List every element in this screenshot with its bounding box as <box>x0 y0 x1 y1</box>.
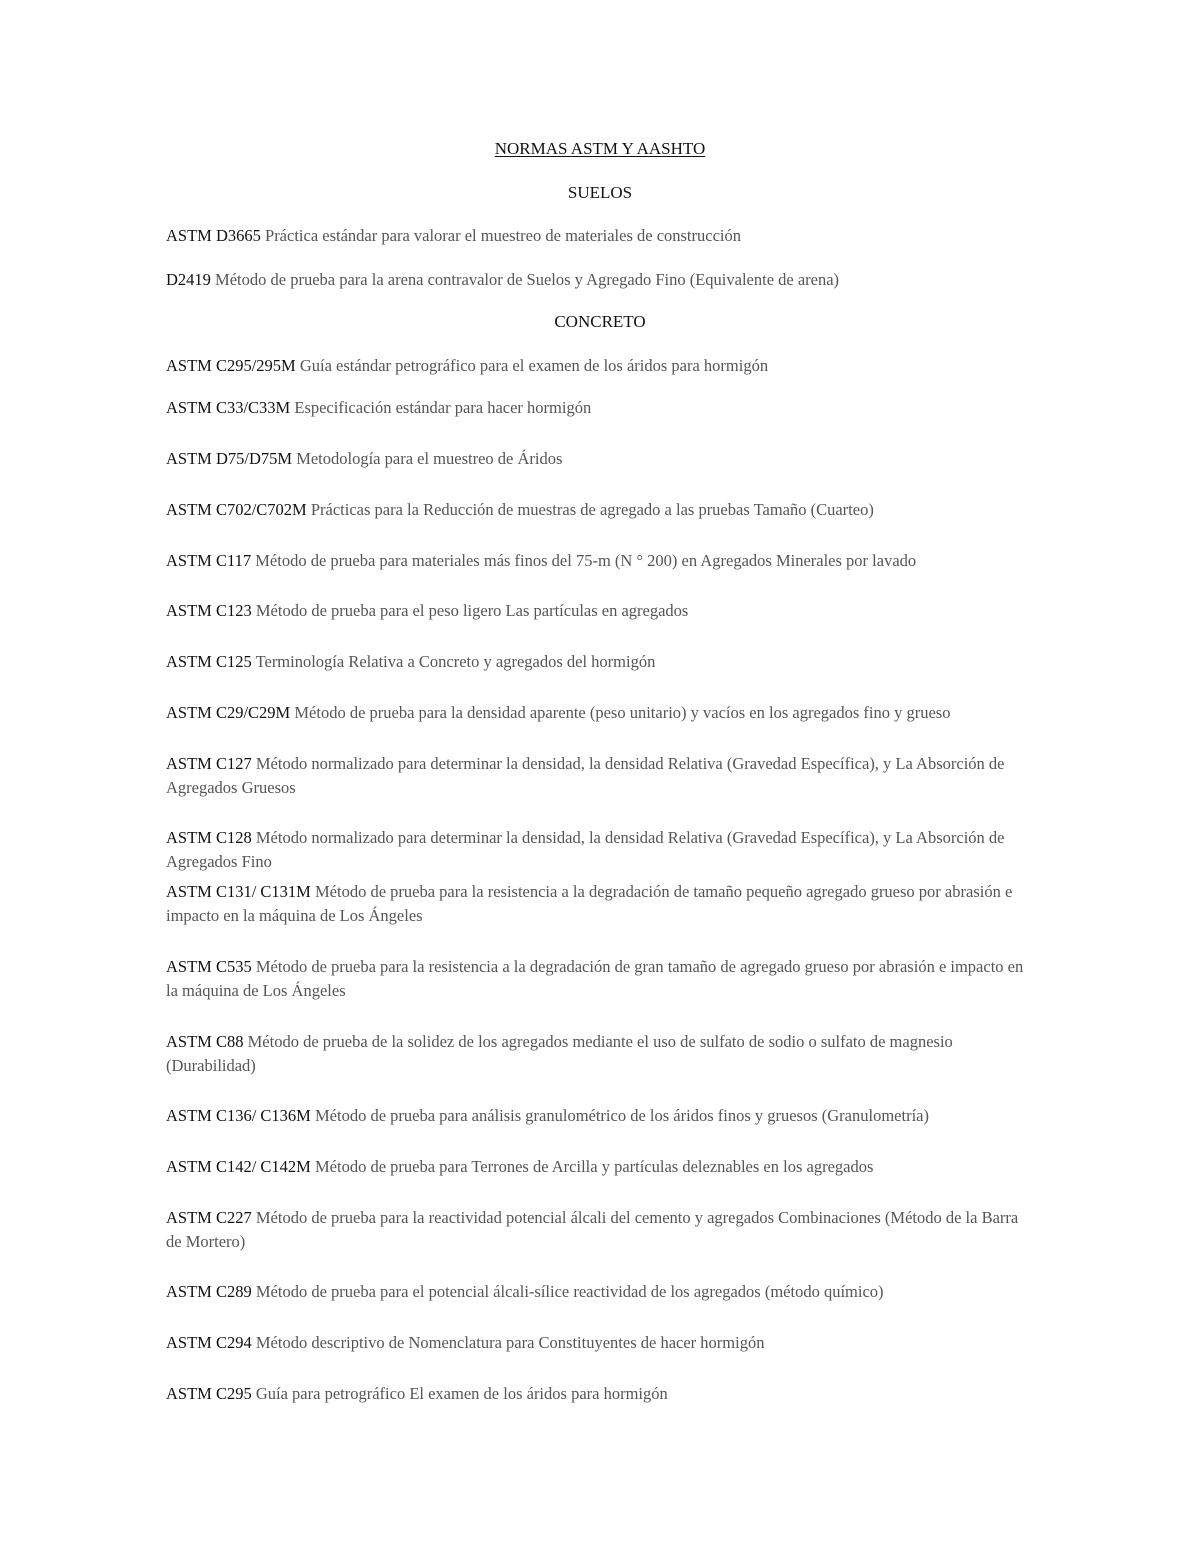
standard-entry <box>166 599 1026 623</box>
standard-entry <box>166 880 1026 928</box>
standard-entry <box>166 955 1026 1003</box>
standard-entry <box>166 650 1026 674</box>
standard-entry <box>166 549 1026 573</box>
standard-code: ASTM C295/295M <box>166 356 296 375</box>
standard-description: Método de prueba de la solidez de los agregados mediante el uso de sulfato de sodio o sulfato de magnesio (Durabilidad) <box>166 1032 953 1075</box>
standard-description: Método de prueba para materiales más finos del 75-m (N ° 200) en Agregados Minerales por lavado <box>255 551 917 570</box>
standard-entry <box>166 447 1026 471</box>
standard-code: D2419 <box>166 270 211 289</box>
page-title: NORMAS ASTM Y AASHTO <box>494 139 706 158</box>
standard-entry <box>166 268 1026 292</box>
standard-entry <box>166 1331 1026 1355</box>
standard-entry <box>166 1280 1026 1304</box>
standard-entry <box>166 826 1026 874</box>
standard-description: Método de prueba para la reactividad potencial álcali del cemento y agregados Combinaciones (Método de la Barra de Mortero) <box>166 1208 1019 1251</box>
standard-entry <box>166 224 1026 248</box>
section-heading-concreto: CONCRETO <box>554 312 646 331</box>
standard-description: Guía para petrográfico El examen de los áridos para hormigón <box>255 1384 668 1403</box>
standard-code: ASTM C88 <box>166 1032 244 1051</box>
standard-description: Método de prueba para el potencial álcali-sílice reactividad de los agregados (método químico) <box>255 1282 884 1301</box>
standard-description: Método de prueba para Terrones de Arcilla y partículas deleznables en los agregados <box>314 1157 874 1176</box>
standard-code: ASTM C295 <box>166 1384 252 1403</box>
standard-code: ASTM C289 <box>166 1282 252 1301</box>
standard-description: Método de prueba para la arena contravalor de Suelos y Agregado Fino (Equivalente de arena) <box>215 270 840 289</box>
standard-entry <box>166 1382 1026 1406</box>
standard-code: ASTM C294 <box>166 1333 252 1352</box>
standard-code: ASTM D3665 <box>166 226 261 245</box>
standard-description: Práctica estándar para valorar el muestreo de materiales de construcción <box>265 226 741 245</box>
standard-description: Método de prueba para la resistencia a la degradación de tamaño pequeño agregado grueso por abrasión e impacto en la máquina de Los Ángeles <box>166 882 1013 925</box>
standard-entry <box>166 396 1026 420</box>
standard-code: ASTM C29/C29M <box>166 703 291 722</box>
standard-description: Método descriptivo de Nomenclatura para Constituyentes de hacer hormigón <box>255 1333 765 1352</box>
standard-code: ASTM C142/ C142M <box>166 1157 311 1176</box>
standard-code: ASTM C128 <box>166 828 252 847</box>
standard-entry <box>166 752 1026 800</box>
standard-description: Especificación estándar para hacer hormigón <box>294 398 592 417</box>
section-heading-suelos: SUELOS <box>567 183 633 202</box>
standard-entry <box>166 1030 1026 1078</box>
standard-description: Método de prueba para la densidad aparente (peso unitario) y vacíos en los agregados fino y grueso <box>294 703 951 722</box>
standard-code: ASTM C123 <box>166 601 252 620</box>
standard-entry <box>166 1206 1026 1254</box>
standard-code: ASTM C227 <box>166 1208 252 1227</box>
standard-description: Terminología Relativa a Concreto y agregados del hormigón <box>255 652 656 671</box>
standard-description: Metodología para el muestreo de Áridos <box>296 449 563 468</box>
standard-code: ASTM C33/C33M <box>166 398 291 417</box>
standard-code: ASTM C702/C702M <box>166 500 307 519</box>
standard-entry <box>166 701 1026 725</box>
standard-description: Guía estándar petrográfico para el examen de los áridos para hormigón <box>299 356 769 375</box>
standard-description: Método de prueba para análisis granulométrico de los áridos finos y gruesos (Granulometría) <box>314 1106 929 1125</box>
standard-description: Método normalizado para determinar la densidad, la densidad Relativa (Gravedad Específica), y La Absorción de Agregados Fino <box>166 828 1005 871</box>
standard-description: Método de prueba para el peso ligero Las partículas en agregados <box>255 601 689 620</box>
standard-entry <box>166 498 1026 522</box>
standard-description: Método de prueba para la resistencia a la degradación de gran tamaño de agregado grueso por abrasión e impacto en la máquina de Los Ángeles <box>166 957 1024 1000</box>
standard-code: ASTM C127 <box>166 754 252 773</box>
standard-description: Método normalizado para determinar la densidad, la densidad Relativa (Gravedad Específica), y La Absorción de Agregados Gruesos <box>166 754 1005 797</box>
standard-code: ASTM C131/ C131M <box>166 882 311 901</box>
standard-code: ASTM C117 <box>166 551 252 570</box>
standard-entry <box>166 1155 1026 1179</box>
standard-code: ASTM C535 <box>166 957 252 976</box>
standard-description: Prácticas para la Reducción de muestras de agregado a las pruebas Tamaño (Cuarteo) <box>310 500 874 519</box>
standard-entry <box>166 1104 1026 1128</box>
standard-code: ASTM C125 <box>166 652 252 671</box>
standard-entry <box>166 354 1026 378</box>
standard-code: ASTM D75/D75M <box>166 449 293 468</box>
standard-code: ASTM C136/ C136M <box>166 1106 311 1125</box>
